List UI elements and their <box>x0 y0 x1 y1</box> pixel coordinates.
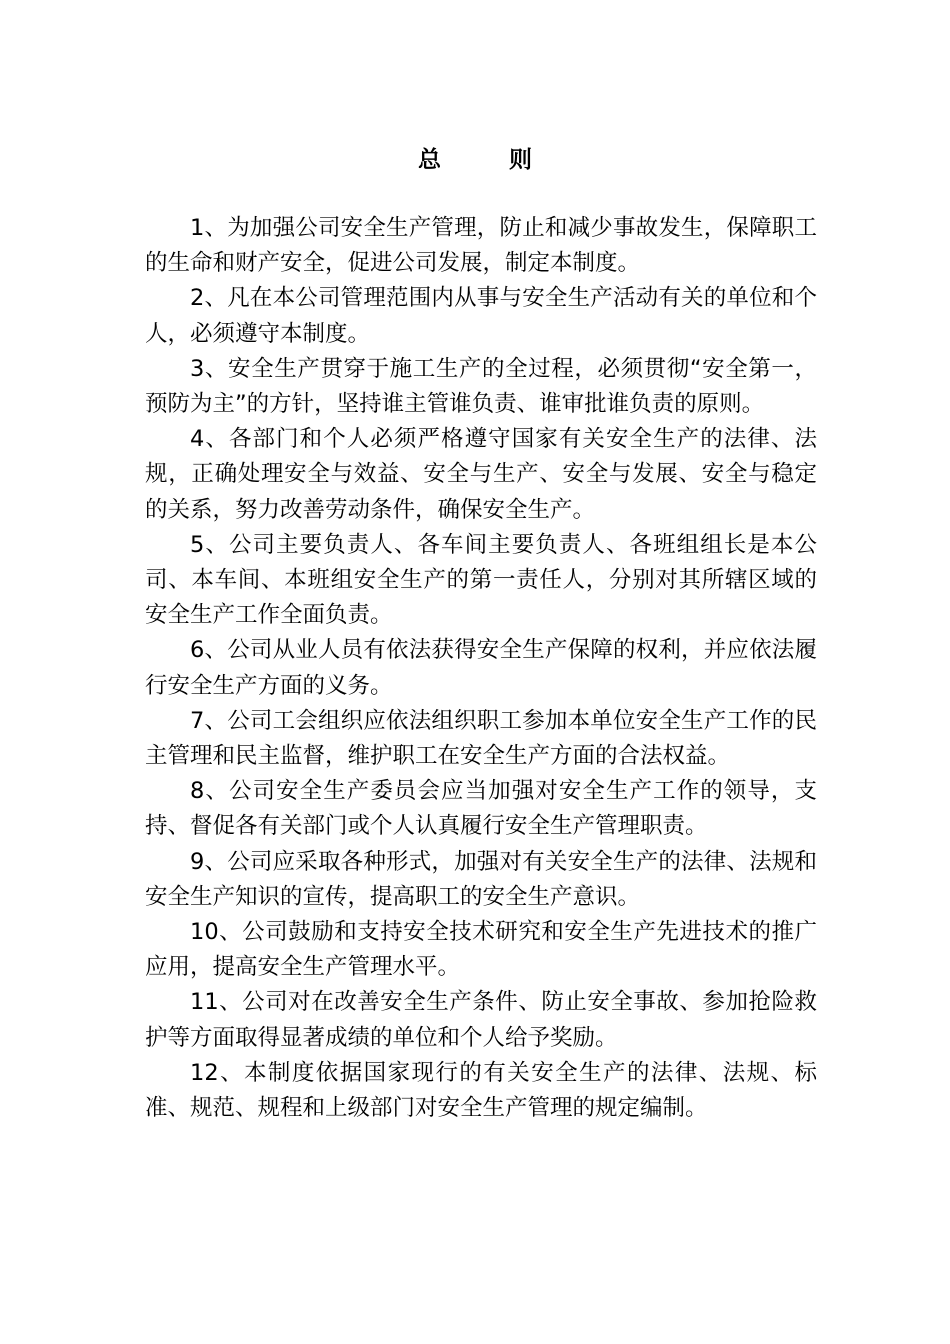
paragraph-3: 3、安全生产贯穿于施工生产的全过程，必须贯彻“安全第一，预防为主”的方针，坚持谁主管谁负责、谁审批谁负责的原则。 <box>145 355 817 418</box>
paragraph-2: 2、凡在本公司管理范围内从事与安全生产活动有关的单位和个人，必须遵守本制度。 <box>145 285 817 347</box>
paragraph-4: 4、各部门和个人必须严格遵守国家有关安全生产的法律、法规，正确处理安全与效益、安全与生产、安全与发展、安全与稳定的关系，努力改善劳动条件，确保安全生产。 <box>145 426 817 523</box>
paragraph-12: 12、本制度依据国家现行的有关安全生产的法律、法规、标准、规范、规程和上级部门对安全生产管理的规定编制。 <box>145 1059 817 1122</box>
document-title: 总 则 <box>417 147 562 173</box>
paragraph-1: 1、为加强公司安全生产管理，防止和减少事故发生，保障职工的生命和财产安全，促进公司发展，制定本制度。 <box>145 215 817 277</box>
paragraph-11: 11、公司对在改善安全生产条件、防止安全事故、参加抢险救护等方面取得显著成绩的单位和个人给予奖励。 <box>145 989 817 1051</box>
paragraph-10: 10、公司鼓励和支持安全技术研究和安全生产先进技术的推广应用，提高安全生产管理水平。 <box>145 919 817 981</box>
paragraph-6: 6、公司从业人员有依法获得安全生产保障的权利，并应依法履行安全生产方面的义务。 <box>145 637 817 699</box>
paragraph-5: 5、公司主要负责人、各车间主要负责人、各班组组长是本公司、本车间、本班组安全生产的第一责任人，分别对其所辖区域的安全生产工作全面负责。 <box>145 531 817 629</box>
paragraph-8: 8、公司安全生产委员会应当加强对安全生产工作的领导，支持、督促各有关部门或个人认真履行安全生产管理职责。 <box>145 778 817 840</box>
document-body <box>145 211 817 1126</box>
paragraph-7: 7、公司工会组织应依法组织职工参加本单位安全生产工作的民主管理和民主监督，维护职工在安全生产方面的合法权益。 <box>145 707 817 770</box>
paragraph-9: 9、公司应采取各种形式，加强对有关安全生产的法律、法规和安全生产知识的宣传，提高职工的安全生产意识。 <box>145 848 817 910</box>
